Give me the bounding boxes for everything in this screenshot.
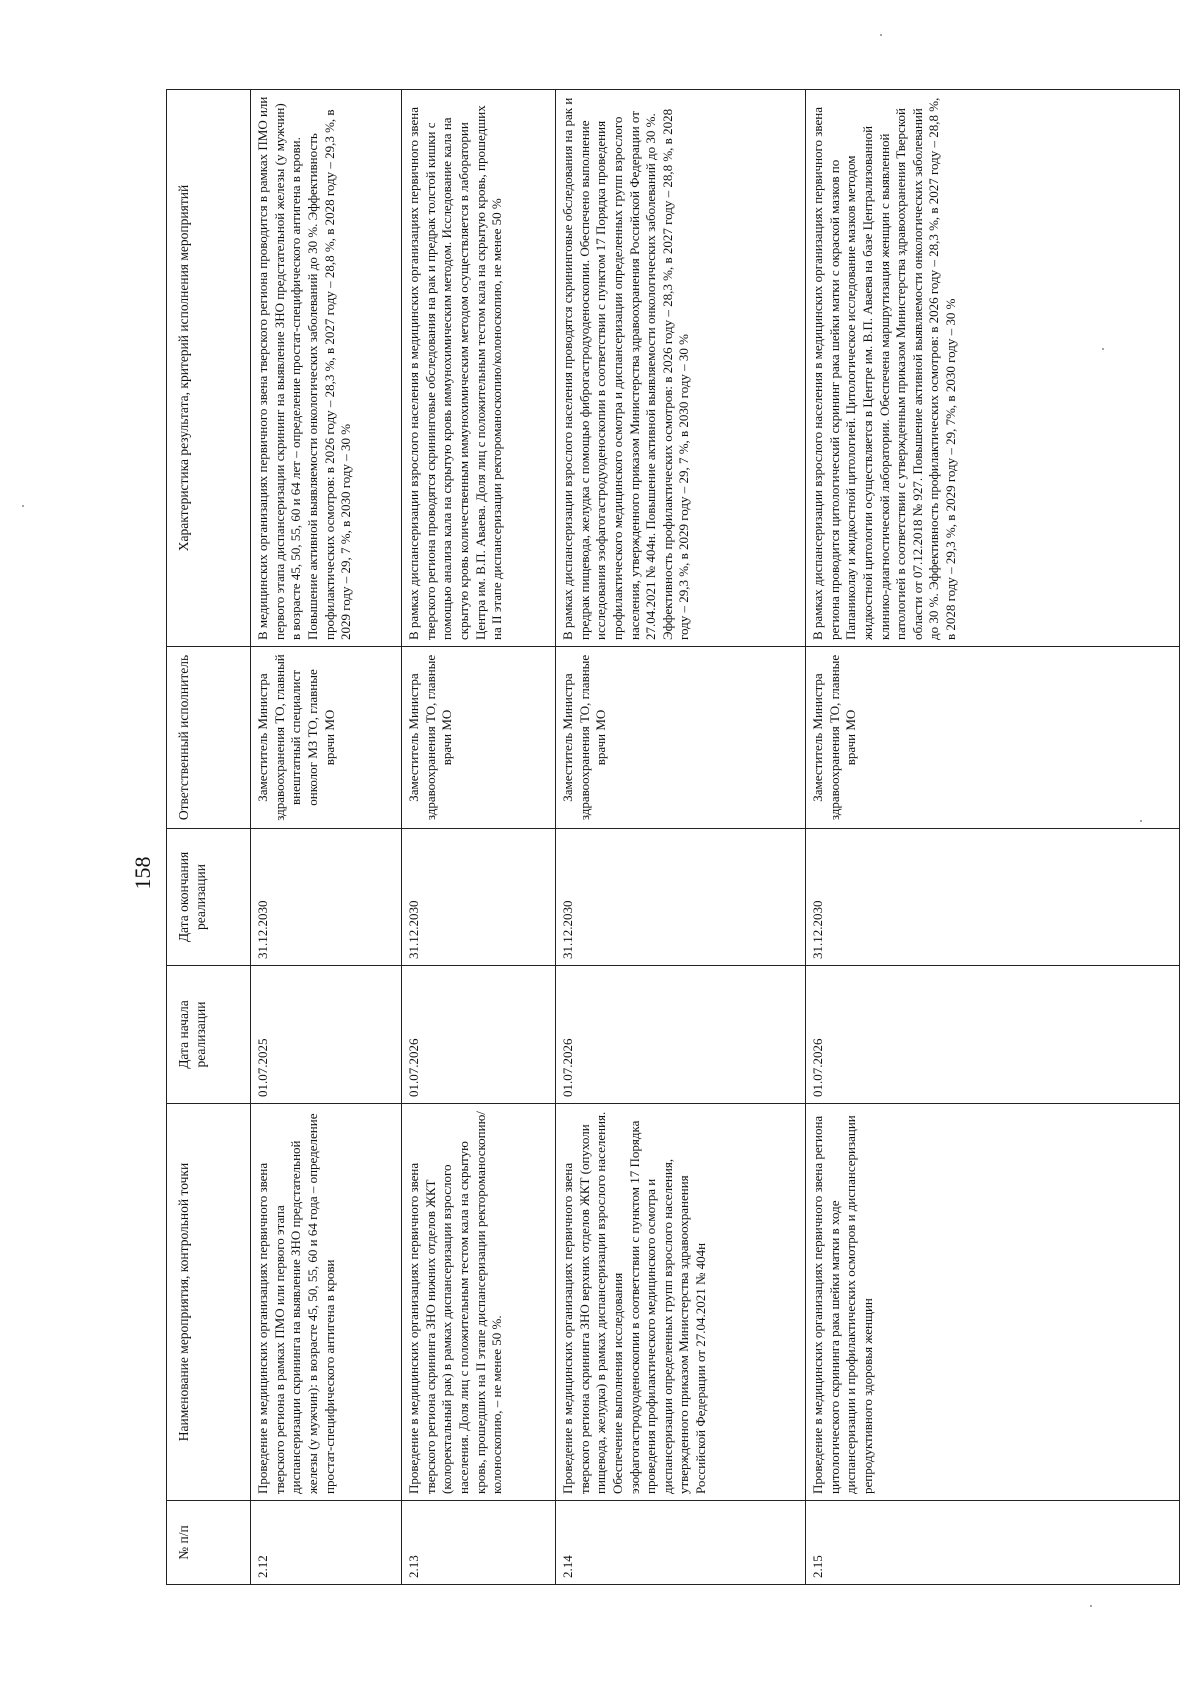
measure-name: Проведение в медицинских организациях первичного звена региона цитологического скрининга рака шейки матки в ходе диспансеризации и профилактических осмотров и диспансеризации репродуктивного здоровья женщин <box>806 1104 1180 1501</box>
responsible-executor: Заместитель Министра здравоохранения ТО, главные врачи МО <box>556 647 806 829</box>
scan-speck <box>1090 1605 1092 1607</box>
header-responsible: Ответственный исполнитель <box>167 647 251 829</box>
row-number: 2.13 <box>402 1501 556 1585</box>
rotated-page-content <box>166 90 1179 1585</box>
scan-speck <box>1102 348 1104 350</box>
end-date: 31.12.2030 <box>251 829 402 966</box>
header-result: Характеристика результата, критерий исполнения мероприятий <box>167 90 251 647</box>
scan-speck <box>22 505 24 507</box>
row-number: 2.15 <box>806 1501 1180 1585</box>
start-date: 01.07.2026 <box>402 966 556 1104</box>
page-number: 158 <box>130 856 155 890</box>
measure-name: Проведение в медицинских организациях первичного звена тверского региона в рамках ПМО или первого этапа диспансеризации скрининга на выявление ЗНО предстательной железы (у мужчин): в возрасте 45, 50, 55, 60 и 64 года – определение простат-специфического антигена в крови <box>251 1104 402 1501</box>
table-row <box>556 90 806 1585</box>
responsible-executor: Заместитель Министра здравоохранения ТО, главный внештатный специалист онколог МЗ ТО, главные врачи МО <box>251 647 402 829</box>
scan-speck <box>880 34 882 36</box>
start-date: 01.07.2026 <box>806 966 1180 1104</box>
table-row <box>402 90 556 1585</box>
start-date: 01.07.2025 <box>251 966 402 1104</box>
responsible-executor: Заместитель Министра здравоохранения ТО, главные врачи МО <box>402 647 556 829</box>
scan-speck <box>1140 820 1142 822</box>
start-date: 01.07.2026 <box>556 966 806 1104</box>
row-number: 2.12 <box>251 1501 402 1585</box>
end-date: 31.12.2030 <box>806 829 1180 966</box>
header-num: № п/п <box>167 1501 251 1585</box>
header-name: Наименование мероприятия, контрольной точки <box>167 1104 251 1501</box>
end-date: 31.12.2030 <box>556 829 806 966</box>
header-start-date: Дата начала реализации <box>167 966 251 1104</box>
responsible-executor: Заместитель Министра здравоохранения ТО, главные врачи МО <box>806 647 1180 829</box>
table-header-row <box>167 90 251 1585</box>
table-row <box>806 90 1180 1585</box>
measure-name: Проведение в медицинских организациях первичного звена тверского региона скрининга ЗНО верхних отделов ЖКТ (опухоли пищевода, желудка) в рамках диспансеризации взрослого населения. Обеспечение выполнения исследования эзофагогастродуоденоскопии в соответствии с пунктом 17 Порядка проведения профилактического медицинского осмотра и диспансеризации определенных групп взрослого населения, утвержденного приказом Министерства здравоохранения Российской Федерации от 27.04.2021 № 404н <box>556 1104 806 1501</box>
end-date: 31.12.2030 <box>402 829 556 966</box>
result-description: В рамках диспансеризации взрослого населения проводятся скрининговые обследования на рак и предрак пищевода, желудка с помощью фиброгастродуоденоскопии. Обеспечено выполнение исследования эзофагогастродуоденоскопии в соответствии с пунктом 17 Порядка проведения профилактического медицинского осмотра и диспансеризации определенных групп взрослого населения, утвержденного приказом Министерства здравоохранения Российской Федерации от 27.04.2021 № 404н. Повышение активной выявляемости онкологических заболеваний до 30 %. Эффективность профилактических осмотров: в 2026 году – 28,3 %, в 2027 году – 28,8 %, в 2028 году – 29,3 %, в 2029 году – 29, 7 %, в 2030 году – 30 % <box>556 90 806 647</box>
table-row <box>251 90 402 1585</box>
measure-name: Проведение в медицинских организациях первичного звена тверского региона скрининга ЗНО нижних отделов ЖКТ (колоректальный рак) в рамках диспансеризации взрослого населения. Доля лиц с положительным тестом кала на скрытую кровь, прошедших на II этапе диспансеризации ректороманоскопию/колоноскопию, – не менее 50 %. <box>402 1104 556 1501</box>
result-description: В медицинских организациях первичного звена тверского региона проводится в рамках ПМО или первого этапа диспансеризации скрининг на выявление ЗНО предстательной железы (у мужчин) в возрасте 45, 50, 55, 60 и 64 лет – определение простат-специфического антигена в крови. Повышение активной выявляемости онкологических заболеваний до 30 %. Эффективность профилактических осмотров: в 2026 году – 28,3 %, в 2027 году – 28,8 %, в 2028 году – 29,3 %, в 2029 году – 29, 7 %, в 2030 году – 30 % <box>251 90 402 647</box>
header-end-date: Дата окончания реализации <box>167 829 251 966</box>
result-description: В рамках диспансеризации взрослого населения в медицинских организациях первичного звена региона проводится цитологический скрининг рака шейки матки с окраской мазков по Папаниколау и жидкостной цитологией. Цитологическое исследование мазков методом жидкостной цитологии осуществляется в Центре им. В.П. Аваева на базе Централизованной клинико-диагностической лаборатории. Обеспечена маршрутизация женщин с выявленной патологией в соответствии с утвержденным приказом Министерства здравоохранения Тверской области от 07.12.2018 № 927. Повышение активной выявляемости онкологических заболеваний до 30 %. Эффективность профилактических осмотров: в 2026 году – 28,3 %, в 2027 году – 28,8 %, в 2028 году – 29,3 %, в 2029 году – 29, 7%, в 2030 году – 30 % <box>806 90 1180 647</box>
row-number: 2.14 <box>556 1501 806 1585</box>
measures-table <box>166 89 1180 1585</box>
result-description: В рамках диспансеризации взрослого населения в медицинских организациях первичного звена тверского региона проводятся скрининговые обследования на рак и предрак толстой кишки с помощью анализа кала на скрытую кровь иммунохимическим методом. Исследование кала на скрытую кровь количественным иммунохимическим методом осуществляется в лаборатории Центра им. В.П. Аваева. Доля лиц с положительным тестом кала на скрытую кровь, прошедших на II этапе диспансеризации ректороманоскопию/колоноскопию, не менее 50 % <box>402 90 556 647</box>
